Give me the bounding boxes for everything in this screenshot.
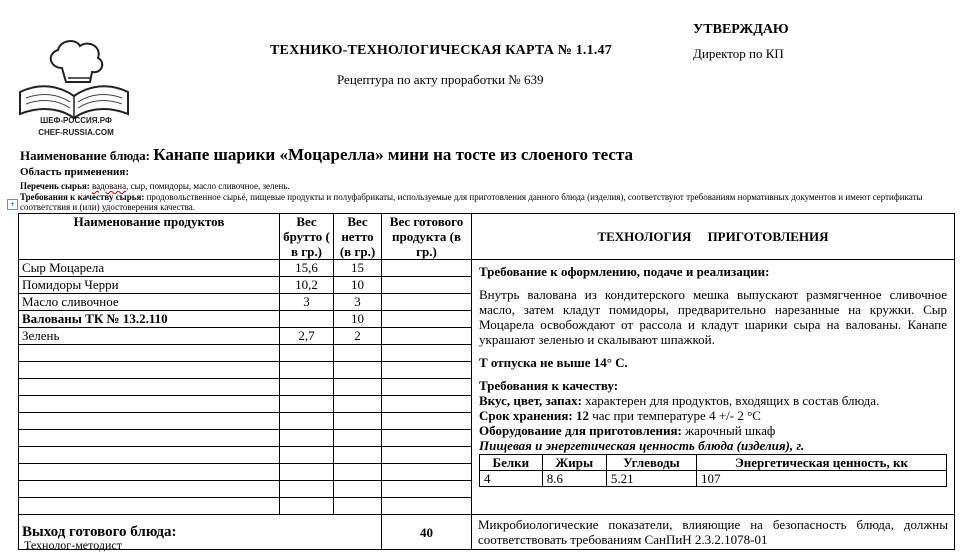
ingredient-name: Сыр Моцарела: [19, 260, 280, 277]
ingredient-netto: [334, 430, 382, 447]
ingredient-ready: [382, 464, 472, 481]
serving-text: Внутрь валована из кондитерского мешка выпускают размягченное сливочное масло, затем кладут помидоры, предварительно нарезанные на кружки. Сыр Моцарела освобождают от рассола и кладут шарики сыра на валованы. Канапе украшают зеленью и скалывают шпажкой.: [479, 287, 947, 347]
nutrition-header: Белки: [480, 455, 543, 471]
ingredient-netto: [334, 396, 382, 413]
book-chef-hat-icon: [14, 38, 134, 124]
equipment-label: Оборудование для приготовления:: [479, 423, 682, 438]
technology-cell: [472, 260, 955, 515]
ingredient-name: [19, 447, 280, 464]
ingredient-name: Зелень: [19, 328, 280, 345]
ingredient-name: Помидоры Черри: [19, 277, 280, 294]
quality-title: Требования к качеству:: [479, 378, 619, 393]
equipment-line: [479, 423, 947, 438]
ingredient-ready: [382, 379, 472, 396]
header-technology: ТЕХНОЛОГИЯ ПРИГОТОВЛЕНИЯ: [472, 214, 955, 260]
ingredient-ready: [382, 345, 472, 362]
ingredient-netto: 3: [334, 294, 382, 311]
ingredient-ready: [382, 294, 472, 311]
raw-quality-text: продовольственное сырьё, пищевые продукты и полуфабрикаты, используемые для приготовления данного блюда (изделия), соответствуют требованиям нормативных документов и имеют сертификаты соответствия и (или) удостоверения качества.: [20, 192, 923, 212]
header-netto: Вес нетто (в гр.): [334, 214, 382, 260]
ingredient-ready: [382, 481, 472, 498]
dish-name-line: [20, 145, 633, 165]
ingredient-ready: [382, 362, 472, 379]
ingredient-ready: [382, 311, 472, 328]
serving-title: Требование к оформлению, подаче и реализации:: [479, 264, 770, 279]
storage-hours: 12: [572, 408, 589, 423]
ingredient-netto: 10: [334, 277, 382, 294]
ingredient-brutto: 15,6: [280, 260, 334, 277]
ingredient-brutto: 10,2: [280, 277, 334, 294]
temperature: Т отпуска не выше 14° С.: [479, 355, 628, 370]
ingredient-netto: 15: [334, 260, 382, 277]
nutrition-value: 8.6: [542, 471, 606, 487]
ingredient-name: [19, 379, 280, 396]
ingredient-name: [19, 345, 280, 362]
ingredient-name: [19, 413, 280, 430]
equipment-text: жарочный шкаф: [681, 423, 776, 438]
scope-label: Область применения:: [20, 166, 129, 178]
raw-list-label: Перечень сырья:: [20, 181, 90, 191]
ingredient-brutto: [280, 447, 334, 464]
ingredient-name: [19, 498, 280, 515]
table-row: [19, 260, 955, 277]
storage-line: [479, 408, 947, 423]
ingredient-brutto: [280, 379, 334, 396]
micro-requirements: Микробиологические показатели, влияющие на безопасность блюда, должны соответствовать требованиям СанПиН 2.3.2.1078-01: [472, 515, 955, 550]
logo-line-2: CHEF-RUSSIA.COM: [38, 128, 114, 137]
ingredient-ready: [382, 396, 472, 413]
ingredient-netto: [334, 481, 382, 498]
ingredient-brutto: [280, 345, 334, 362]
card-title: ТЕХНИКО-ТЕХНОЛОГИЧЕСКАЯ КАРТА № 1.1.47: [270, 43, 612, 58]
taste-text: характерен для продуктов, входящих в состав блюда.: [581, 393, 880, 408]
ingredient-name: [19, 481, 280, 498]
ingredient-name: Масло сливочное: [19, 294, 280, 311]
ingredient-ready: [382, 277, 472, 294]
card-subtitle: Рецептура по акту проработки № 639: [337, 72, 544, 87]
nutrition-values-row: [480, 471, 947, 487]
storage-text: час при температуре 4 +/- 2 °С: [588, 408, 761, 423]
table-header-row: [19, 214, 955, 260]
ingredient-brutto: 3: [280, 294, 334, 311]
output-row: [19, 515, 955, 550]
ingredient-name: [19, 396, 280, 413]
table-move-handle-icon[interactable]: +: [7, 199, 18, 210]
ingredient-netto: [334, 498, 382, 515]
raw-quality: [20, 192, 940, 212]
ingredient-brutto: [280, 498, 334, 515]
tech-card-table: [18, 213, 955, 550]
raw-list: [20, 181, 290, 191]
ingredient-netto: [334, 413, 382, 430]
output-value: 40: [382, 515, 472, 550]
dish-label: Наименование блюда:: [20, 148, 150, 163]
ingredients-body: [19, 260, 955, 515]
nutrition-value: 4: [480, 471, 543, 487]
ingredient-netto: [334, 345, 382, 362]
header-name: Наименование продуктов: [19, 214, 280, 260]
ingredient-name: [19, 430, 280, 447]
ingredient-brutto: [280, 481, 334, 498]
storage-label: Срок хранения:: [479, 408, 573, 423]
taste-label: Вкус, цвет, запах:: [479, 393, 582, 408]
ingredient-netto: [334, 379, 382, 396]
nutrition-header: Энергетическая ценность, кк: [696, 455, 946, 471]
logo-line-1: ШЕФ-РОССИЯ.РФ: [40, 116, 112, 125]
taste-line: [479, 393, 947, 408]
ingredient-brutto: 2,7: [280, 328, 334, 345]
dish-name: Канапе шарики «Моцарелла» мини на тосте из слоеного теста: [153, 145, 634, 164]
ingredient-ready: [382, 413, 472, 430]
approve-title: УТВЕРЖДАЮ: [693, 22, 789, 37]
ingredient-ready: [382, 447, 472, 464]
raw-quality-label: Требования к качеству сырья:: [20, 192, 145, 202]
ingredient-brutto: [280, 362, 334, 379]
chef-russia-logo: [14, 38, 134, 142]
nutrition-table: [479, 454, 947, 487]
nutrition-header: Жиры: [542, 455, 606, 471]
ingredient-brutto: [280, 464, 334, 481]
approve-position: Директор по КП: [693, 46, 784, 61]
ingredient-brutto: [280, 413, 334, 430]
nutrition-header: Углеводы: [606, 455, 696, 471]
technologist-label: Технолог-методист: [24, 538, 122, 552]
ingredient-netto: 10: [334, 311, 382, 328]
ingredient-name: [19, 464, 280, 481]
ingredient-ready: [382, 498, 472, 515]
ingredient-ready: [382, 260, 472, 277]
ingredient-netto: [334, 447, 382, 464]
ingredient-brutto: [280, 430, 334, 447]
nutrition-value: 5.21: [606, 471, 696, 487]
ingredient-brutto: [280, 311, 334, 328]
ingredient-name: Валованы ТК № 13.2.110: [19, 311, 280, 328]
raw-list-word: вадована: [91, 181, 127, 191]
nutrition-header-row: [480, 455, 947, 471]
ingredient-name: [19, 362, 280, 379]
ingredient-brutto: [280, 396, 334, 413]
raw-list-text: , сыр, помидоры, масло сливочное, зелень.: [126, 181, 290, 191]
ingredient-netto: [334, 464, 382, 481]
output-label: Выход готового блюда:: [19, 515, 382, 550]
ingredient-ready: [382, 328, 472, 345]
nutrition-title: Пищевая и энергетическая ценность блюда (изделия), г.: [479, 438, 805, 453]
ingredient-netto: [334, 362, 382, 379]
nutrition-value: 107: [696, 471, 946, 487]
ingredient-ready: [382, 430, 472, 447]
ingredient-netto: 2: [334, 328, 382, 345]
header-ready: Вес готового продукта (в гр.): [382, 214, 472, 260]
header-brutto: Вес брутто ( в гр.): [280, 214, 334, 260]
